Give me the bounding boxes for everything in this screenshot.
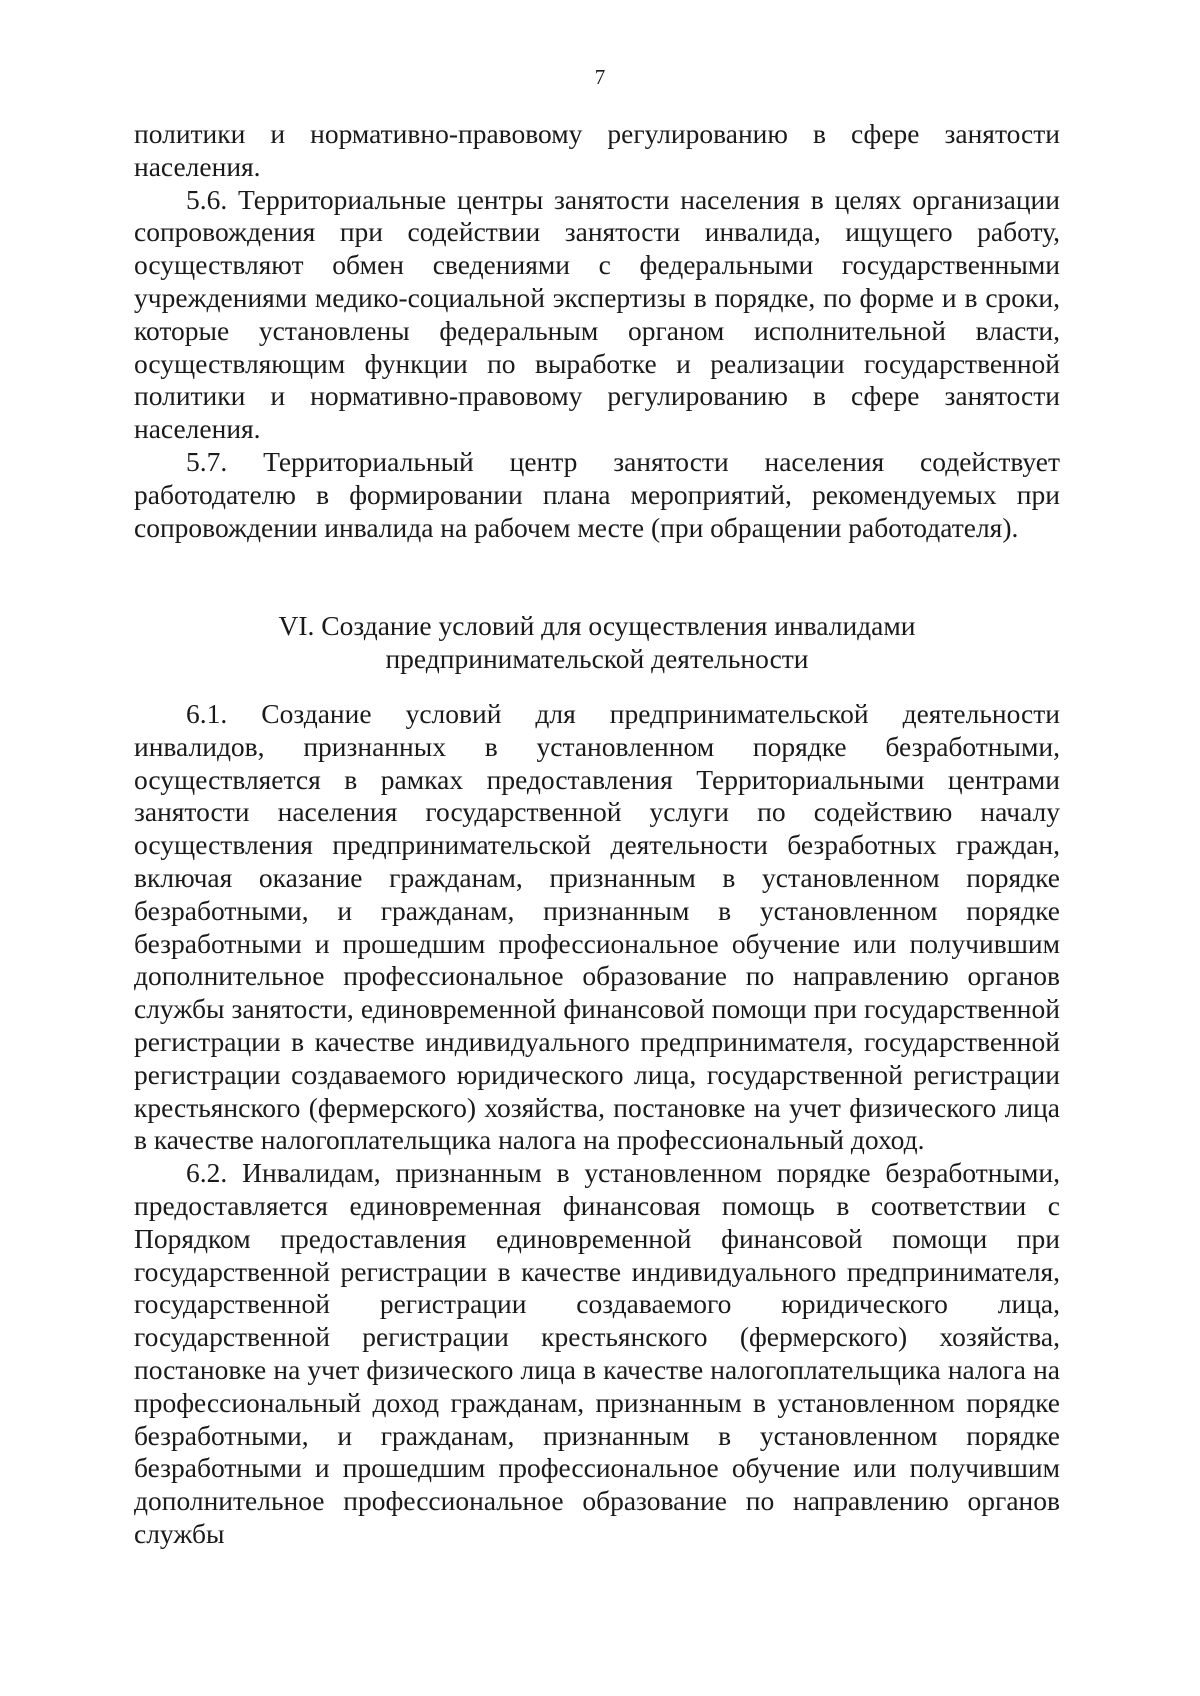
paragraph-6-2: 6.2. Инвалидам, признанным в установленном порядке безработными, предоставляется единовременная финансовая помощь в соответствии с Порядком предоставления единовременной финансовой помощи при государственной регистрации в качестве индивидуального предпринимателя, государственной регистрации создаваемого юридического лица, государственной регистрации крестьянского (фермерского) хозяйства, постановке на учет физического лица в качестве налогоплательщика налога на профессиональный доход гражданам, признанным в установленном порядке безработными, и гражданам, признанным в установленном порядке безработными и прошедшим профессиональное обучение или получившим дополнительное профессиональное образование по направлению органов службы [134,1157,1060,1549]
text-block-bottom [134,698,1060,1551]
section-heading-line-2: предпринимательской деятельности [385,642,809,674]
paragraph-5-6: 5.6. Территориальные центры занятости населения в целях организации сопровождения при содействии занятости инвалида, ищущего работу, осуществляют обмен сведениями с федеральными государственными учреждениями медико-социальной экспертизы в порядке, по форме и в сроки, которые установлены федеральным органом исполнительной власти, осуществляющим функции по выработке и реализации государственной политики и нормативно-правовому регулированию в сфере занятости населения. [134,183,1060,445]
paragraph-continuation: политики и нормативно-правовому регулированию в сфере занятости населения. [134,118,1060,182]
paragraph-5-7: 5.7. Территориальный центр занятости населения содействует работодателю в формировании плана мероприятий, рекомендуемых при сопровождении инвалида на рабочем месте (при обращении работодателя). [134,445,1060,543]
paragraph-6-1: 6.1. Создание условий для предпринимательской деятельности инвалидов, признанных в установленном порядке безработными, осуществляется в рамках предоставления Территориальными центрами занятости населения государственной услуги по содействию началу осуществления предпринимательской деятельности безработных граждан, включая оказание гражданам, признанным в установленном порядке безработными, и гражданам, признанным в установленном порядке безработными и прошедшим профессиональное обучение или получившим дополнительное профессиональное образование по направлению органов службы занятости, единовременной финансовой помощи при государственной регистрации в качестве индивидуального предпринимателя, государственной регистрации создаваемого юридического лица, государственной регистрации крестьянского (фермерского) хозяйства, постановке на учет физического лица в качестве налогоплательщика налога на профессиональный доход. [134,698,1060,1156]
section-heading [134,610,1060,676]
text-block-top [134,118,1060,544]
page-number: 7 [594,65,606,89]
section-heading-line-1: VI. Создание условий для осуществления инвалидами [278,610,916,641]
